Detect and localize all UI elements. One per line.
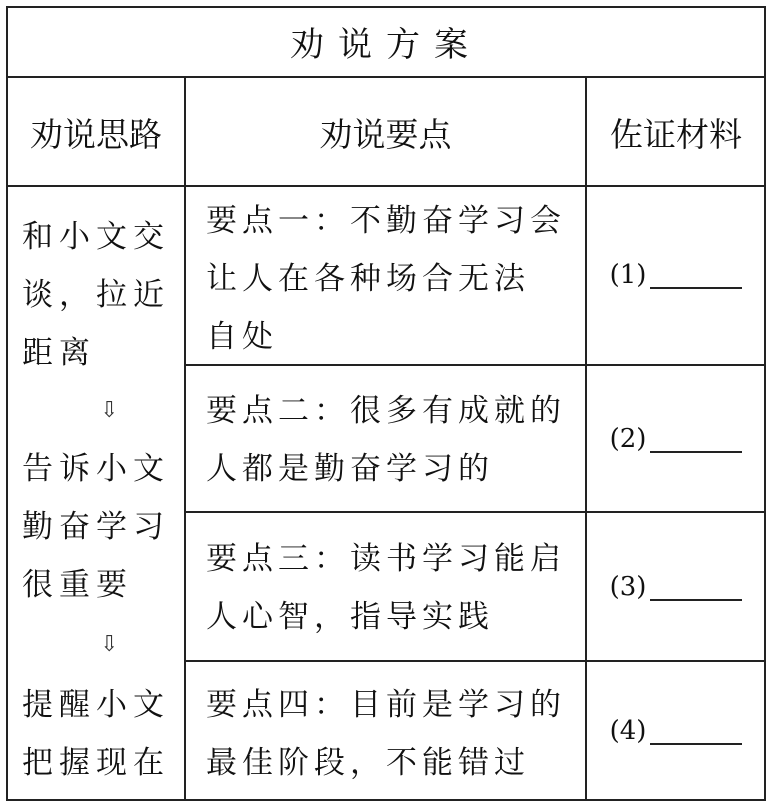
idea-step-2-line: 勤奋学习: [22, 509, 170, 545]
idea-step-1-line: 谈，拉近: [22, 277, 170, 313]
idea-step-2: [22, 440, 170, 614]
idea-step-1: [22, 208, 170, 382]
point-4-line: 要点四：目前是学习的: [206, 687, 566, 723]
header-points: 劝说要点: [319, 114, 452, 154]
header-ideas: 劝说思路: [30, 114, 162, 154]
point-2-line: 人都是勤奋学习的: [206, 451, 494, 487]
idea-step-3-line: 把握现在: [22, 745, 170, 781]
idea-step-1-line: 距离: [22, 335, 96, 371]
header-evidence: 佐证材料: [610, 114, 742, 154]
point-3: [206, 530, 566, 646]
evidence-label: (4): [609, 716, 647, 746]
point-1-line: 让人在各种场合无法: [206, 261, 530, 297]
answer-blank[interactable]: [650, 425, 742, 453]
point-1-line: 自处: [206, 319, 278, 355]
idea-step-1-line: 和小文交: [22, 219, 170, 255]
evidence-1: [586, 186, 766, 364]
point-4-line: 最佳阶段，不能错过: [206, 745, 530, 781]
idea-step-3: [22, 676, 170, 792]
point-1: [206, 192, 566, 366]
evidence-label: (3): [609, 571, 647, 602]
evidence-3: [586, 513, 766, 660]
point-1-line: 要点一：不勤奋学习会: [206, 203, 566, 239]
idea-step-2-line: 很重要: [22, 567, 133, 603]
point-2-line: 要点二：很多有成就的: [206, 393, 566, 429]
down-arrow-icon: ⇩: [100, 632, 119, 657]
idea-step-2-line: 告诉小文: [22, 451, 170, 487]
evidence-2: [586, 366, 766, 511]
answer-blank[interactable]: [650, 717, 742, 745]
evidence-label: (1): [609, 260, 647, 290]
answer-blank[interactable]: [650, 261, 742, 289]
down-arrow-icon: ⇩: [100, 398, 119, 423]
point-3-line: 人心智，指导实践: [206, 599, 494, 635]
table-title: 劝说方案: [290, 24, 482, 65]
answer-blank[interactable]: [650, 573, 742, 601]
idea-step-3-line: 提醒小文: [22, 687, 170, 723]
point-2: [206, 382, 566, 498]
evidence-4: [586, 662, 766, 800]
evidence-label: (2): [609, 423, 647, 454]
point-4: [206, 676, 566, 792]
point-3-line: 要点三：读书学习能启: [206, 541, 566, 577]
